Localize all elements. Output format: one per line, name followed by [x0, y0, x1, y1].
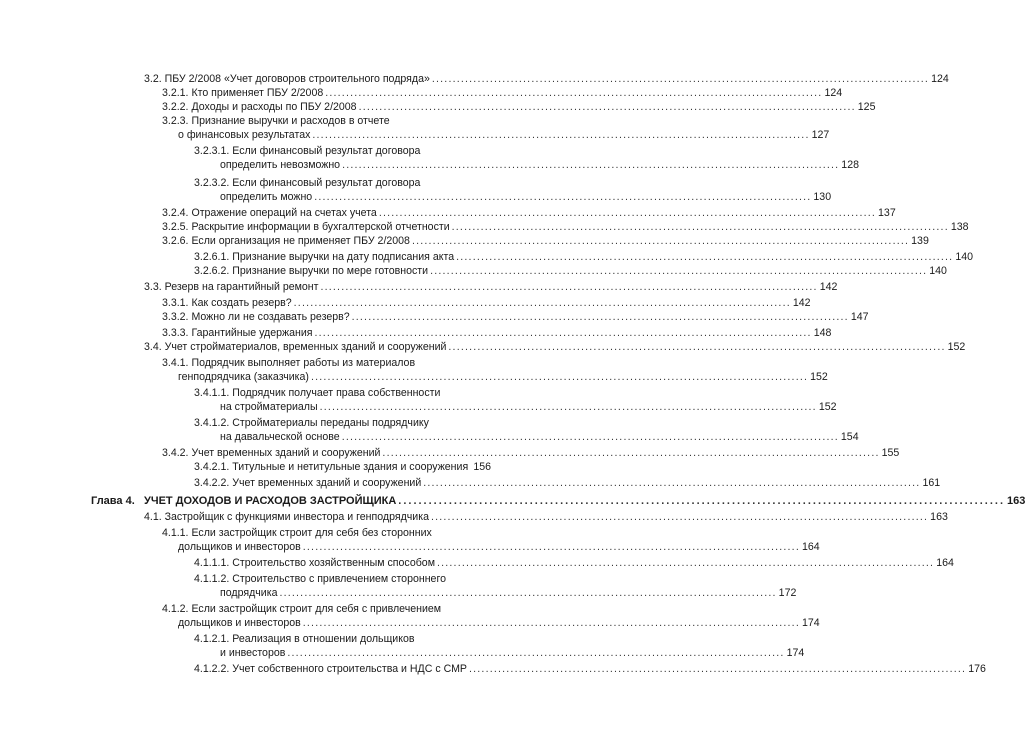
toc-entry-title: 3.4. Учет стройматериалов, временных зданий и сооружений: [144, 341, 447, 353]
toc-entry: [194, 476, 941, 490]
toc-entry: [194, 662, 986, 676]
toc-entry-page: 138: [950, 221, 969, 233]
toc-entry-page: 137: [878, 207, 896, 219]
toc-entry: [144, 280, 838, 294]
toc-entry-title: 3.2.5. Раскрытие информации в бухгалтерской отчетности: [162, 221, 450, 233]
dot-leader: ........................................................................................................................: [430, 511, 929, 523]
toc-entry-page: 152: [818, 401, 837, 413]
toc-entry: [162, 326, 832, 340]
toc-entry-title: 3.2.6. Если организация не применяет ПБУ 2/2008: [162, 235, 410, 247]
toc-entry-heading-line: 3.2.3. Признание выручки и расходов в отчете: [162, 115, 390, 127]
toc-entry-title: 3.3.3. Гарантийные удержания: [162, 327, 313, 339]
dot-leader: ........................................................................................................................: [293, 297, 791, 309]
toc-entry-title: 4.1.2.2. Учет собственного строительства и НДС с СМР: [194, 663, 467, 675]
toc-entry-heading-line: 4.1.2.1. Реализация в отношении дольщиков: [194, 633, 415, 645]
toc-entry: [162, 100, 876, 114]
toc-entry-page: 124: [824, 87, 843, 99]
toc-entry-page: 142: [819, 281, 838, 293]
dot-leader: ........................................................................................................................: [423, 477, 921, 489]
toc-entry-heading-line: 3.4.1.2. Стройматериалы переданы подрядчику: [194, 417, 429, 429]
toc-entry-page: 174: [786, 647, 805, 659]
toc-entry: [220, 646, 805, 660]
dot-leader: ........................................................................................................................: [398, 495, 1006, 507]
toc-entry-title: 3.4.2.1. Титульные и нетитульные здания и сооружения: [194, 461, 469, 473]
toc-entry: [178, 370, 828, 384]
toc-entry: [220, 586, 797, 600]
toc-entry-page: 148: [813, 327, 832, 339]
toc-entry-title: дольщиков и инвесторов: [178, 617, 301, 629]
toc-entry-title: 3.4.2.2. Учет временных зданий и сооружений: [194, 477, 422, 489]
toc-entry-title: 3.3.1. Как создать резерв?: [162, 297, 292, 309]
dot-leader: ........................................................................................................................: [456, 251, 954, 263]
toc-entry: [178, 128, 830, 142]
toc-entry-heading-line: 4.1.1.2. Строительство с привлечением стороннего: [194, 573, 446, 585]
toc-entry: [220, 400, 837, 414]
chapter-label: Глава 4.: [91, 495, 135, 507]
toc-entry-title: 3.2.6.1. Признание выручки на дату подписания акта: [194, 251, 455, 263]
dot-leader: ........................................................................................................................: [451, 221, 949, 233]
toc-entry: [144, 72, 949, 86]
toc-entry-page: 156: [473, 461, 491, 473]
toc-entry-page: 124: [931, 73, 949, 85]
dot-leader: ........................................................................................................................: [314, 191, 812, 203]
toc-entry: [144, 510, 948, 524]
toc-entry-heading-line: 3.2.3.1. Если финансовый результат договора: [194, 145, 421, 157]
toc-entry-page: 152: [947, 341, 966, 353]
toc-entry-title: 3.2. ПБУ 2/2008 «Учет договоров строительного подряда»: [144, 73, 430, 85]
toc-entry-page: 130: [813, 191, 832, 203]
toc-entry-heading-line: 3.2.3.2. Если финансовый результат договора: [194, 177, 421, 189]
toc-entry-title: УЧЕТ ДОХОДОВ И РАСХОДОВ ЗАСТРОЙЩИКА: [144, 495, 397, 507]
dot-leader: ........................................................................................................................: [325, 87, 823, 99]
toc-entry-title: определить невозможно: [220, 159, 341, 171]
dot-leader: [470, 460, 471, 474]
toc-entry-title: 3.4.2. Учет временных зданий и сооружений: [162, 447, 381, 459]
toc-entry-title: 4.1.1.1. Строительство хозяйственным способом: [194, 557, 435, 569]
dot-leader: ........................................................................................................................: [448, 341, 946, 353]
toc-entry-page: 155: [881, 447, 900, 459]
toc-entry: [162, 446, 900, 460]
toc-entry: [162, 220, 969, 234]
toc-entry: [144, 340, 966, 354]
toc-entry-page: 174: [801, 617, 820, 629]
toc-entry: [144, 494, 1025, 508]
dot-leader: ........................................................................................................................: [378, 207, 877, 219]
dot-leader: ........................................................................................................................: [287, 647, 785, 659]
toc-entry: [178, 616, 820, 630]
toc-entry-page: 128: [841, 159, 859, 171]
toc-entry-page: 164: [936, 557, 954, 569]
dot-leader: ........................................................................................................................: [382, 447, 880, 459]
toc-entry-page: 152: [810, 371, 828, 383]
dot-leader: ........................................................................................................................: [279, 587, 777, 599]
dot-leader: ........................................................................................................................: [358, 101, 856, 113]
toc-entry-page: 163: [1007, 495, 1025, 507]
toc-entry-title: 3.2.2. Доходы и расходы по ПБУ 2/2008: [162, 101, 357, 113]
toc-entry: [162, 310, 869, 324]
toc-entry-page: 164: [801, 541, 820, 553]
dot-leader: ........................................................................................................................: [431, 73, 930, 85]
toc-entry-heading-line: 3.4.1. Подрядчик выполняет работы из материалов: [162, 357, 416, 369]
toc-entry-page: 127: [811, 129, 830, 141]
dot-leader: ........................................................................................................................: [341, 431, 839, 443]
toc-entry: [162, 296, 811, 310]
toc-entry-page: 140: [955, 251, 974, 263]
dot-leader: ........................................................................................................................: [320, 281, 818, 293]
dot-leader: ........................................................................................................................: [342, 159, 840, 171]
toc-entry-page: 140: [929, 265, 947, 277]
dot-leader: ........................................................................................................................: [411, 235, 910, 247]
toc-entry: [194, 250, 974, 264]
toc-entry: [194, 264, 947, 278]
toc-entry-heading-line: 4.1.2. Если застройщик строит для себя с привлечением: [162, 603, 442, 615]
toc-entry-title: на давальческой основе: [220, 431, 340, 443]
dot-leader: ........................................................................................................................: [302, 541, 800, 553]
dot-leader: ........................................................................................................................: [469, 663, 967, 675]
toc-entry-title: 4.1. Застройщик с функциями инвестора и генподрядчика: [144, 511, 429, 523]
toc-entry-title: 3.2.1. Кто применяет ПБУ 2/2008: [162, 87, 324, 99]
toc-entry-title: 3.2.6.2. Признание выручки по мере готовности: [194, 265, 429, 277]
toc-entry: [162, 86, 843, 100]
toc-entry-title: определить можно: [220, 191, 313, 203]
toc-entry-page: 163: [930, 511, 948, 523]
toc-entry-page: 142: [792, 297, 811, 309]
toc-entry-title: на стройматериалы: [220, 401, 318, 413]
toc-entry-page: 176: [968, 663, 986, 675]
dot-leader: ........................................................................................................................: [314, 327, 812, 339]
toc-entry-title: генподрядчика (заказчика): [178, 371, 309, 383]
toc-entry: [194, 460, 491, 474]
toc-entry-page: 125: [857, 101, 876, 113]
toc-entry-page: 161: [922, 477, 941, 489]
toc-entry-heading-line: 4.1.1. Если застройщик строит для себя без сторонних: [162, 527, 432, 539]
toc-entry-title: дольщиков и инвесторов: [178, 541, 301, 553]
toc-entry-page: 147: [850, 311, 869, 323]
toc-entry-title: 3.3.2. Можно ли не создавать резерв?: [162, 311, 350, 323]
toc-entry: [178, 540, 820, 554]
dot-leader: ........................................................................................................................: [319, 401, 817, 413]
toc-entry-title: 3.3. Резерв на гарантийный ремонт: [144, 281, 319, 293]
toc-entry-heading-line: 3.4.1.1. Подрядчик получает права собственности: [194, 387, 441, 399]
dot-leader: ........................................................................................................................: [310, 371, 809, 383]
toc-entry: [220, 158, 859, 172]
dot-leader: ........................................................................................................................: [430, 265, 928, 277]
toc-entry: [162, 234, 929, 248]
dot-leader: ........................................................................................................................: [312, 129, 810, 141]
toc-entry: [220, 430, 859, 444]
toc-entry-title: и инвесторов: [220, 647, 286, 659]
dot-leader: ........................................................................................................................: [302, 617, 800, 629]
toc-entry: [162, 206, 896, 220]
toc-entry: [220, 190, 832, 204]
toc-entry: [194, 556, 954, 570]
toc-entry-title: 3.2.4. Отражение операций на счетах учета: [162, 207, 377, 219]
dot-leader: ........................................................................................................................: [351, 311, 849, 323]
toc-entry-title: о финансовых результатах: [178, 129, 311, 141]
toc-entry-page: 154: [840, 431, 859, 443]
toc-entry-page: 172: [778, 587, 797, 599]
dot-leader: ........................................................................................................................: [436, 557, 935, 569]
toc-entry-title: подрядчика: [220, 587, 278, 599]
toc-entry-page: 139: [911, 235, 929, 247]
